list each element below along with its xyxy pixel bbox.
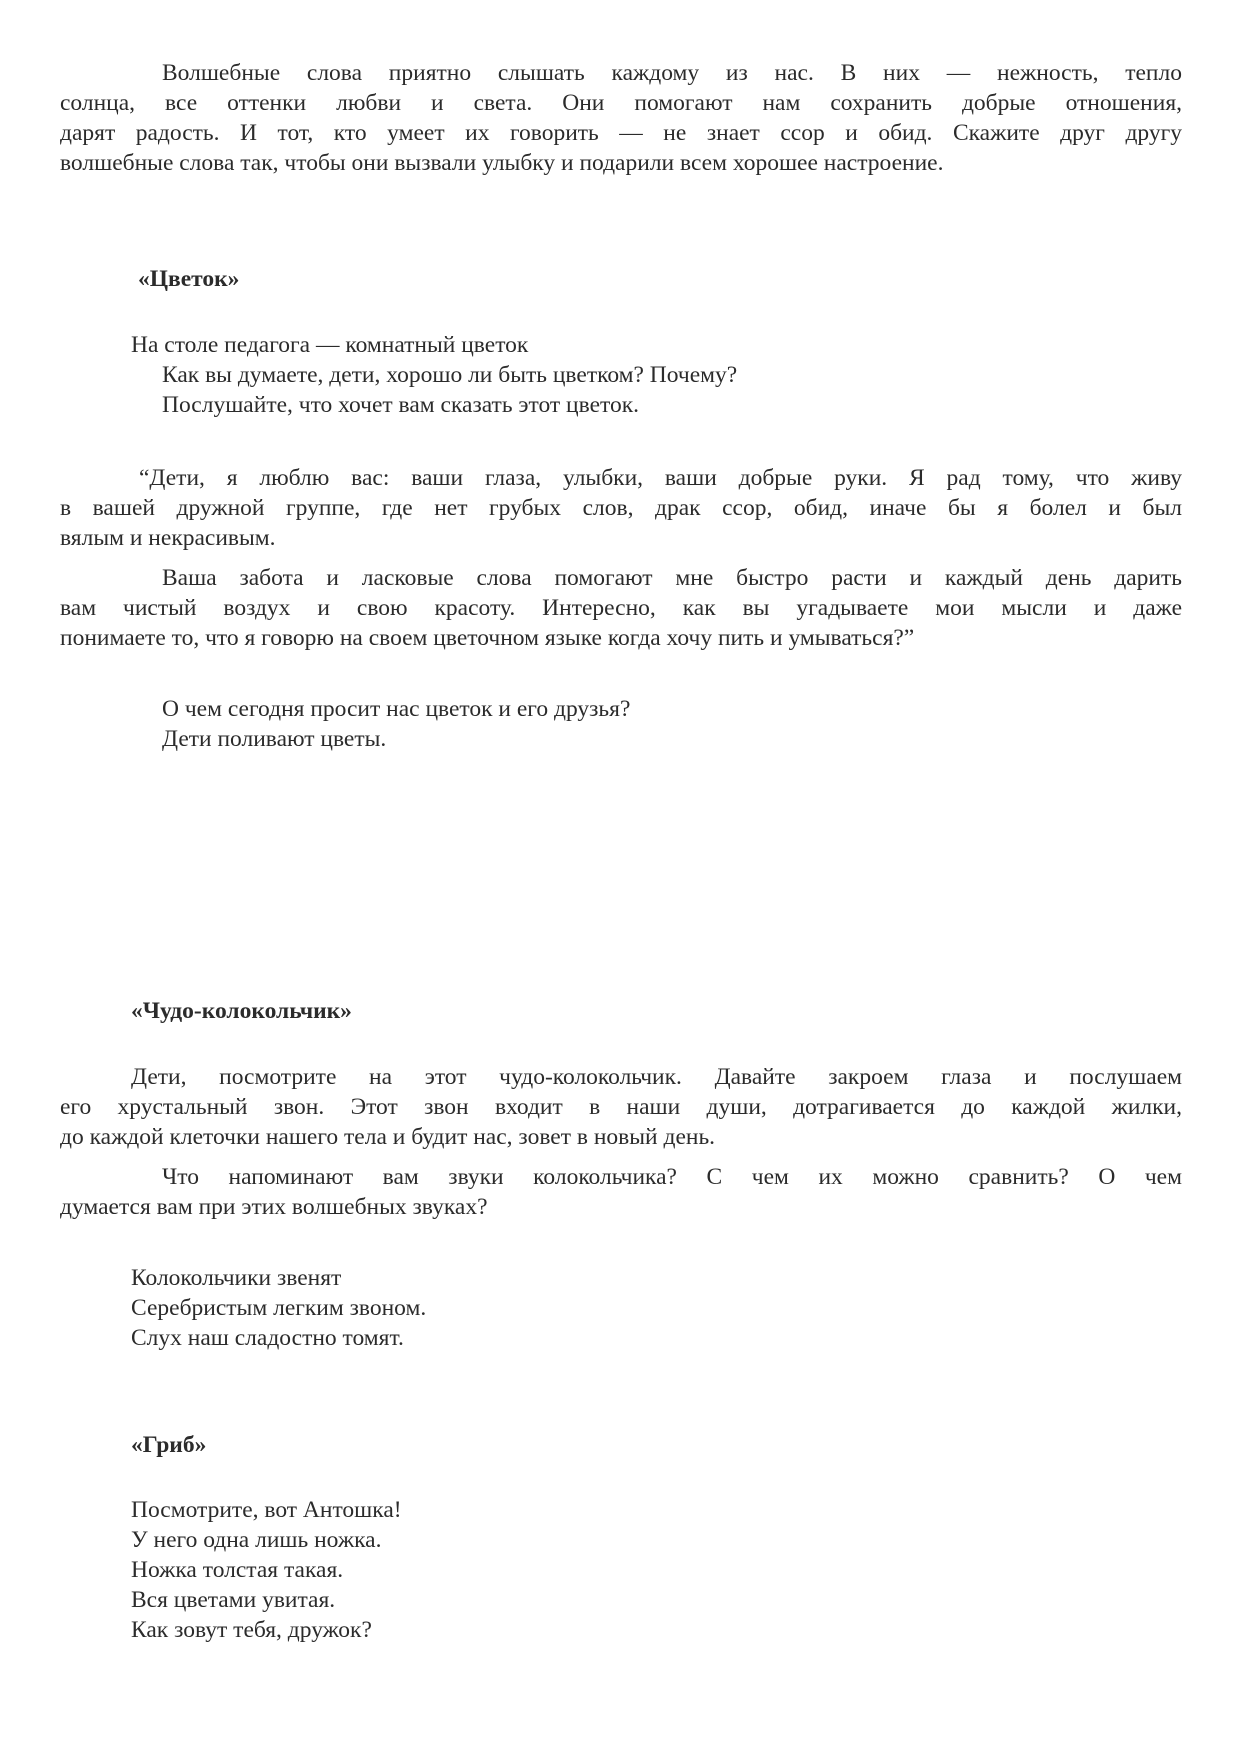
bell-line: Что напоминают вам звуки колокольчика? С чем их можно сравнить? О чем: [162, 1164, 1182, 1190]
flower-closing-line: О чем сегодня просит нас цветок и его друзья?: [162, 696, 631, 722]
intro-line: солнца, все оттенки любви и света. Они помогают нам сохранить добрые отношения,: [60, 90, 1182, 116]
poem-line: Как зовут тебя, дружок?: [131, 1617, 372, 1643]
poem-line: Колокольчики звенят: [131, 1265, 342, 1291]
bell-poem: [131, 1263, 426, 1353]
bell-line: Дети, посмотрите на этот чудо-колокольчик. Давайте закроем глаза и послушаем: [131, 1064, 1182, 1090]
bell-paragraph-2: [60, 1162, 1182, 1222]
section-title-bell: «Чудо-колокольчик»: [131, 998, 352, 1024]
bell-line: его хрустальный звон. Этот звон входит в наши души, дотрагивается до каждой жилки,: [60, 1094, 1182, 1120]
intro-line: Волшебные слова приятно слышать каждому из нас. В них — нежность, тепло: [162, 60, 1182, 86]
bell-line: до каждой клеточки нашего тела и будит нас, зовет в новый день.: [60, 1124, 716, 1150]
poem-line: Посмотрите, вот Антошка!: [131, 1497, 402, 1523]
flower-closing: [162, 694, 630, 754]
poem-line: У него одна лишь ножка.: [131, 1527, 382, 1553]
poem-line: Серебристым легким звоном.: [131, 1295, 427, 1321]
flower-setup-line: Как вы думаете, дети, хорошо ли быть цветком? Почему?: [162, 362, 738, 388]
flower-quote-paragraph-1: [60, 463, 1182, 553]
quote-line: “Дети, я люблю вас: ваши глаза, улыбки, ваши добрые руки. Я рад тому, что живу: [139, 465, 1182, 491]
flower-closing-line: Дети поливают цветы.: [162, 726, 387, 752]
quote-line: вялым и некрасивым.: [60, 525, 276, 551]
mushroom-poem: [131, 1495, 402, 1645]
intro-line: волшебные слова так, чтобы они вызвали улыбку и подарили всем хорошее настроение.: [60, 150, 944, 176]
quote-line: вам чистый воздух и свою красоту. Интересно, как вы угадываете мои мысли и даже: [60, 595, 1182, 621]
flower-setup-line: На столе педагога — комнатный цветок: [131, 332, 529, 358]
intro-line: дарят радость. И тот, кто умеет их говорить — не знает ссор и обид. Скажите друг другу: [60, 120, 1182, 146]
poem-line: Вся цветами увитая.: [131, 1587, 336, 1613]
section-title-flower: «Цветок»: [138, 266, 240, 292]
quote-line: понимаете то, что я говорю на своем цветочном языке когда хочу пить и умываться?”: [60, 625, 915, 651]
quote-line: в вашей дружной группе, где нет грубых слов, драк ссор, обид, иначе бы я болел и был: [60, 495, 1182, 521]
section-title-mushroom: «Гриб»: [131, 1432, 207, 1458]
poem-line: Ножка толстая такая.: [131, 1557, 344, 1583]
intro-paragraph: [60, 58, 1182, 178]
flower-quote-paragraph-2: [60, 563, 1182, 653]
flower-setup-line: Послушайте, что хочет вам сказать этот цветок.: [162, 392, 640, 418]
flower-setup: [131, 330, 737, 420]
poem-line: Слух наш сладостно томят.: [131, 1325, 404, 1351]
bell-line: думается вам при этих волшебных звуках?: [60, 1194, 488, 1220]
bell-paragraph-1: [60, 1062, 1182, 1152]
quote-line: Ваша забота и ласковые слова помогают мне быстро расти и каждый день дарить: [162, 565, 1182, 591]
